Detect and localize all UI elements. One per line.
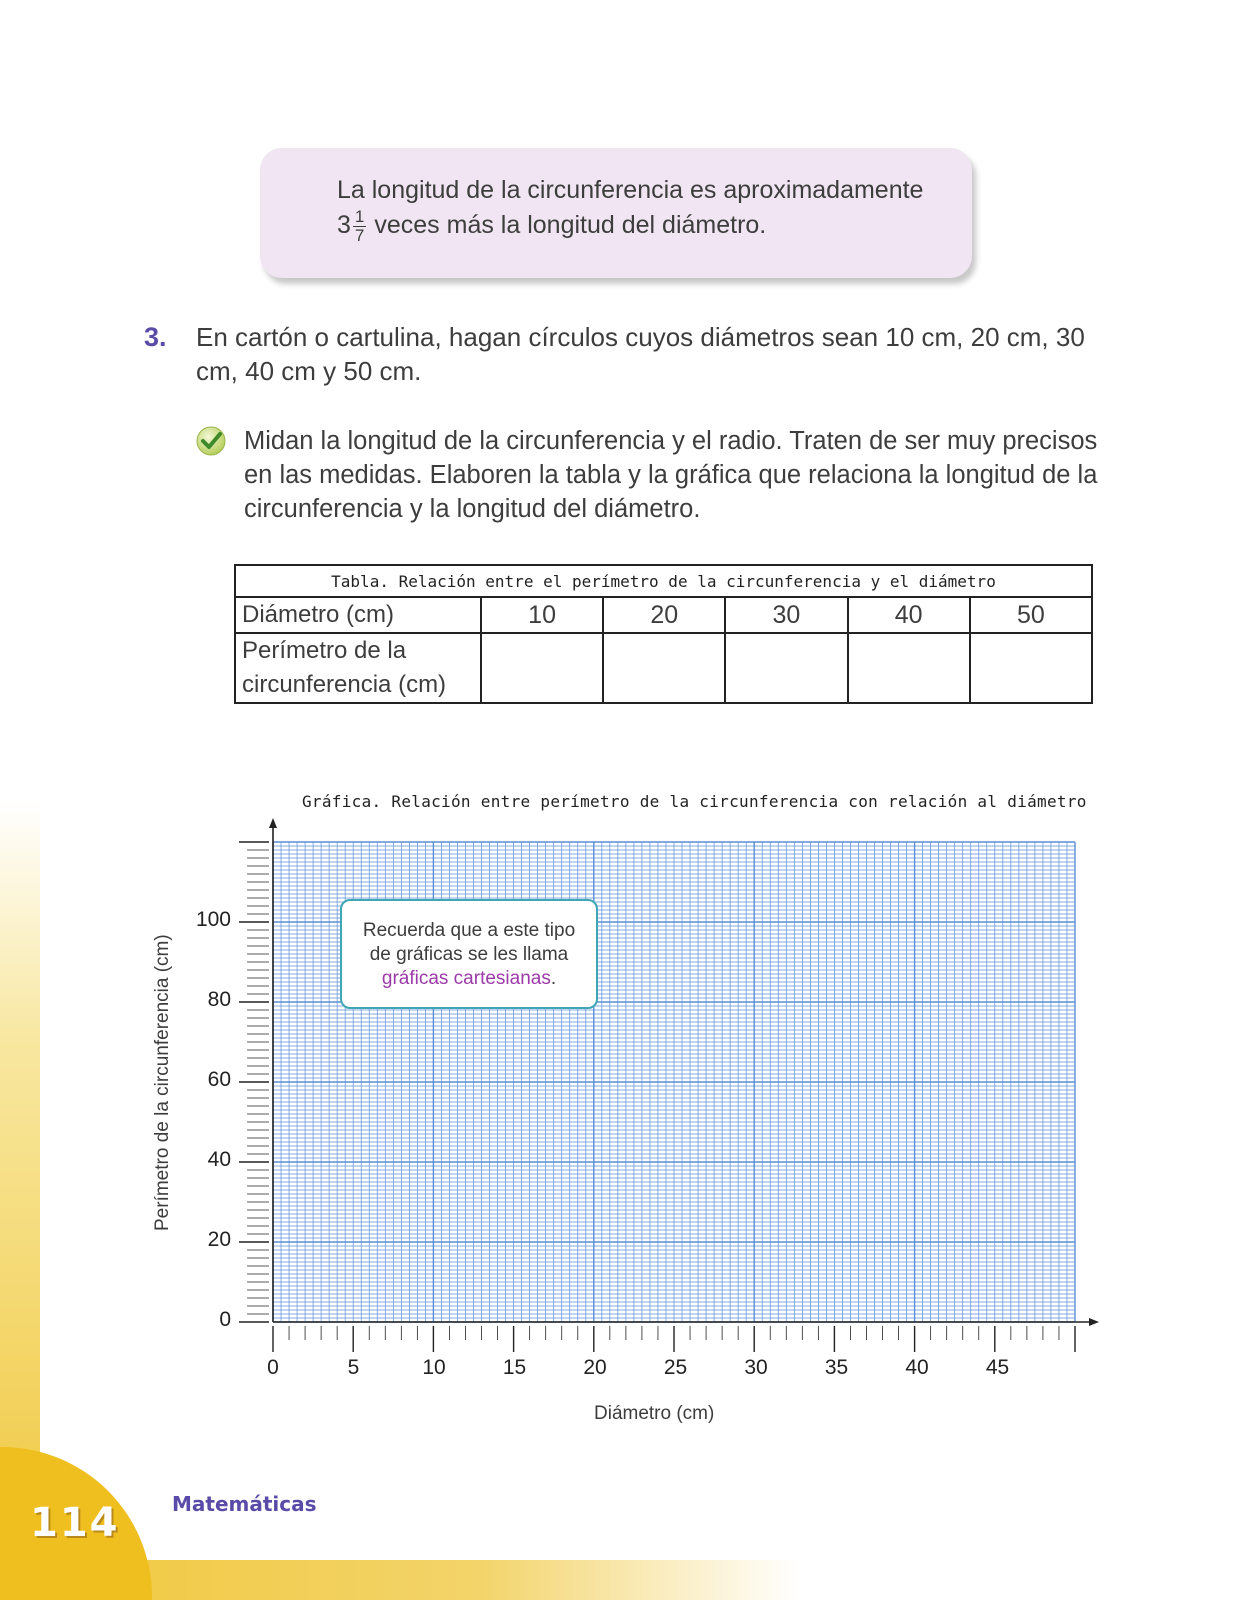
perimeter-label-line1: Perímetro de la xyxy=(242,637,407,664)
perimeter-label-line2: circunferencia (cm) xyxy=(242,671,447,698)
question-number: 3. xyxy=(144,322,167,352)
instruction-text: Midan la longitud de la circunferencia y el radio. Traten de ser muy precisos en las medidas. Elaboren la tabla y la gráfica que relaciona la longitud de la circunferencia y la longitud del diámetro. xyxy=(244,427,1098,523)
callout-period: . xyxy=(550,968,557,989)
x-tick-label: 0 xyxy=(267,1356,279,1379)
diameter-cell: 10 xyxy=(481,597,603,633)
y-tick-label: 100 xyxy=(195,908,231,931)
graph-title: Gráfica. Relación entre perímetro de la circunferencia con relación al diámetro xyxy=(302,792,1087,811)
x-tick-label: 35 xyxy=(824,1356,849,1379)
x-tick-label: 5 xyxy=(347,1356,360,1379)
callout-line2: de gráficas se les llama xyxy=(369,944,569,965)
diameter-cell: 30 xyxy=(725,597,847,633)
info-whole: 3 xyxy=(337,211,351,240)
y-tick-label: 20 xyxy=(207,1228,231,1251)
x-tick-label: 40 xyxy=(905,1356,929,1379)
fraction-numerator: 1 xyxy=(354,207,365,226)
x-tick-label: 10 xyxy=(422,1356,446,1379)
x-tick-label: 30 xyxy=(744,1356,768,1379)
info-rest: veces más la longitud del diámetro. xyxy=(374,211,767,240)
y-axis-label: Perímetro de la circunferencia (cm) xyxy=(152,934,173,1231)
x-tick-label: 25 xyxy=(663,1356,688,1379)
y-axis-arrow xyxy=(269,818,277,828)
diameter-cell: 50 xyxy=(970,597,1092,633)
x-axis-label: Diámetro (cm) xyxy=(594,1403,715,1424)
subject-label: Matemáticas xyxy=(172,1492,317,1516)
callout-highlight: gráficas cartesianas xyxy=(381,968,551,989)
x-tick-label: 15 xyxy=(502,1356,527,1379)
y-tick-label: 40 xyxy=(207,1148,231,1171)
y-tick-label: 80 xyxy=(207,988,231,1011)
callout-box xyxy=(340,899,598,1009)
callout-line3 xyxy=(342,967,596,991)
fraction-denominator: 7 xyxy=(354,226,365,245)
diameter-cell: 20 xyxy=(603,597,725,633)
y-tick-label: 0 xyxy=(219,1308,231,1331)
diameter-cell: 40 xyxy=(848,597,970,633)
x-axis-arrow xyxy=(1089,1318,1099,1326)
x-tick-label: 45 xyxy=(985,1356,1010,1379)
diameter-label: Diámetro (cm) xyxy=(235,597,481,633)
question-text: En cartón o cartulina, hagan círculos cuyos diámetros sean 10 cm, 20 cm, 30 cm, 40 cm y 50 cm. xyxy=(196,322,1085,386)
info-text-line1: La longitud de la circunferencia es aproximadamente xyxy=(337,176,924,204)
callout-line1: Recuerda que a este tipo xyxy=(362,920,576,941)
y-tick-label: 60 xyxy=(207,1068,231,1091)
x-tick-label: 20 xyxy=(583,1356,607,1379)
page-number: 114 xyxy=(30,1500,120,1546)
table-caption: Tabla. Relación entre el perímetro de la circunferencia y el diámetro xyxy=(235,565,1092,597)
